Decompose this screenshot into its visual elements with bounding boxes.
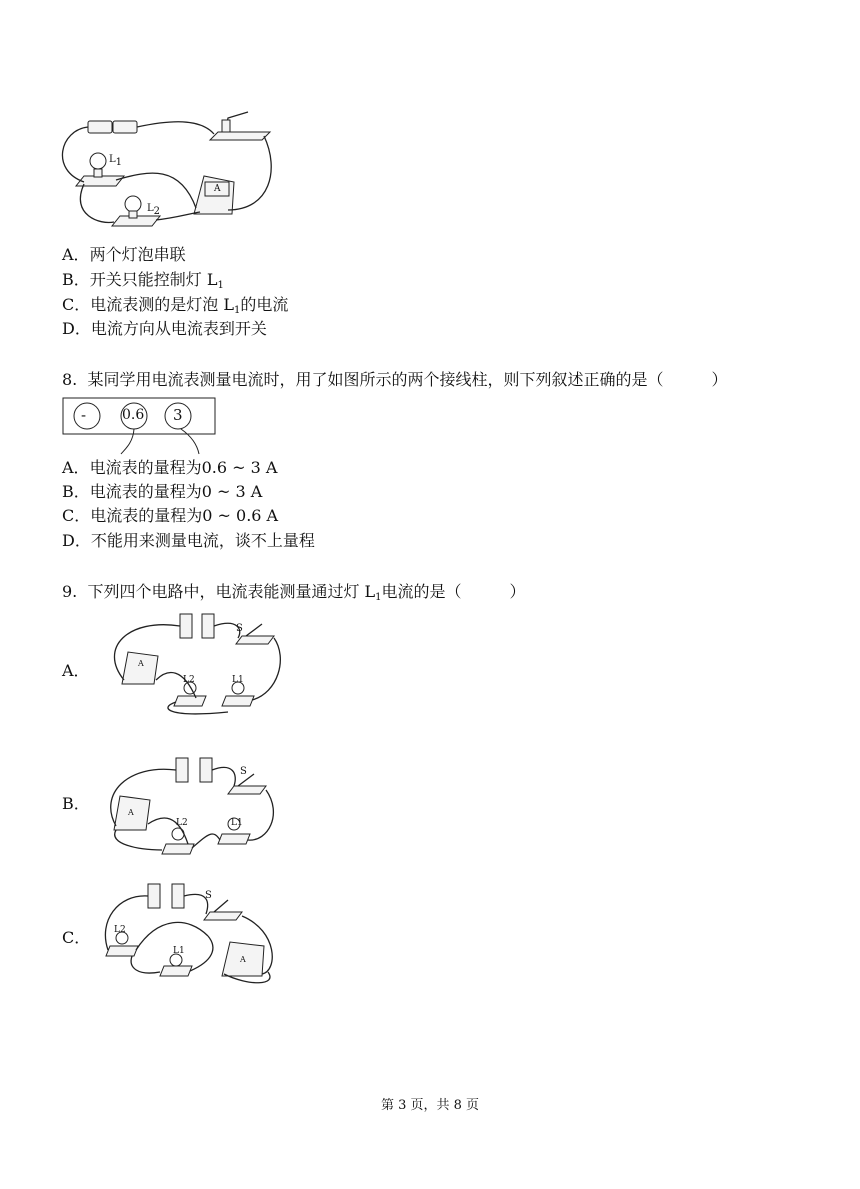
q9-b-l2-label: L2 — [176, 818, 188, 828]
terminal-0-6: 0.6 — [122, 407, 145, 423]
q7-meter-label: A — [214, 184, 221, 194]
q9-c-meter-label: A — [240, 955, 246, 964]
battery-icon — [113, 121, 137, 133]
q8-option-c: C．电流表的量程为0 ~ 0.6 A — [62, 506, 279, 525]
q7-circuit-figure — [0, 0, 860, 240]
q7-l2-label: L2 — [147, 203, 161, 217]
q7-option-c: C．电流表测的是灯泡 $L_1$的电流 — [62, 295, 289, 316]
q9-option-a-letter: A． — [62, 661, 90, 680]
q9-b-l1-label: L1 — [231, 818, 243, 828]
bulb-l2-icon — [125, 196, 141, 212]
q7-l1-label: L1 — [109, 154, 123, 168]
q9-b-meter-label: A — [128, 808, 134, 817]
q8-stem: 8. 某同学用电流表测量电流时，用了如图所示的两个接线柱，则下列叙述正确的是（ ） — [62, 370, 728, 389]
terminal-minus: - — [81, 406, 87, 424]
q9-option-c-letter: C． — [62, 928, 91, 947]
q8-option-b: B．电流表的量程为0 ~ 3 A — [62, 482, 263, 501]
q9-c-l1-label: L1 — [173, 946, 185, 956]
page-footer: 第 3 页，共 8 页 — [380, 1098, 480, 1113]
q9-c-l2-label: L2 — [114, 925, 126, 935]
q9-a-l1-label: L1 — [232, 675, 244, 685]
terminal-3: 3 — [173, 406, 183, 424]
q9-c-switch-label: S — [205, 890, 212, 901]
q9-circuit-a — [98, 608, 288, 718]
q8-terminal-figure — [63, 396, 223, 456]
q9-stem: 9. 下列四个电路中，电流表能测量通过灯 $L_1$电流的是（ ） — [62, 582, 526, 603]
q9-a-l2-label: L2 — [183, 675, 195, 685]
q9-a-meter-label: A — [138, 659, 144, 668]
q9-circuit-c — [98, 876, 288, 996]
q9-b-switch-label: S — [240, 766, 247, 777]
q7-option-a: A．两个灯泡串联 — [62, 245, 186, 264]
battery-icon — [88, 121, 112, 133]
q9-option-b-letter: B． — [62, 794, 90, 813]
q9-circuit-b — [98, 744, 288, 864]
q7-option-b: B．开关只能控制灯 $L_1$ — [62, 270, 224, 291]
q8-option-d: D．不能用来测量电流，谈不上量程 — [62, 531, 315, 550]
q7-option-d: D．电流方向从电流表到开关 — [62, 319, 267, 338]
q8-option-a: A．电流表的量程为0.6 ~ 3 A — [62, 458, 278, 477]
switch-icon — [210, 132, 270, 140]
bulb-l1-icon — [90, 153, 106, 169]
q9-a-switch-label: S — [236, 623, 243, 634]
